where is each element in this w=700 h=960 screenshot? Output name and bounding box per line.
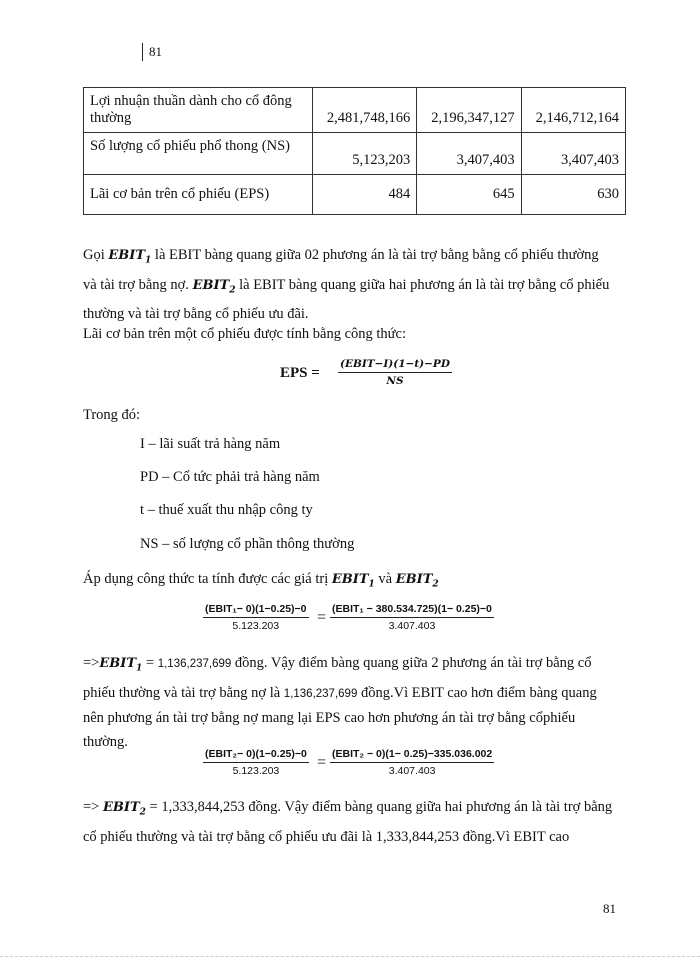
table-cell: 3,407,403: [521, 133, 625, 175]
table-cell-label: Lãi cơ bản trên cổ phiếu (EPS): [84, 175, 313, 215]
definition-item: I – lãi suất trả hàng năm: [140, 436, 281, 452]
table-cell-label: Lợi nhuận thuần dành cho cổ đông thường: [84, 88, 313, 133]
eps-table: [83, 87, 626, 215]
table-cell: 484: [312, 175, 416, 215]
page-bottom-divider: [0, 956, 700, 957]
definition-item: t – thuế xuất thu nhập công ty: [140, 502, 313, 518]
where-label: Trong đó:: [83, 407, 141, 423]
table-cell: 2,481,748,166: [312, 88, 416, 133]
table-cell: 645: [417, 175, 521, 215]
paragraph-formula-intro: Lãi cơ bản trên một cổ phiếu được tính bằng công thức:: [83, 326, 406, 342]
table-row: [84, 133, 626, 175]
table-cell: 2,196,347,127: [417, 88, 521, 133]
page-footer-number: 81: [603, 901, 616, 916]
ebit1-symbol: $EBIT_1$: [108, 248, 152, 266]
ebit2-symbol: $EBIT_2$: [192, 277, 236, 296]
table-row: [84, 88, 626, 133]
formula-fraction: (EBIT−I)(1−t)−PD NS: [340, 358, 450, 387]
table-row: [84, 175, 626, 215]
result-2: => $EBIT_2 = 1,333,844,253$ đồng. Vậy điểm bàng quang giữa hai phương án là tài trợ bằng cổ phiếu thường và tài trợ bằng cổ phiếu ưu đãi là 1,333,844,253 đồng.Vì EBIT cao: [83, 799, 613, 845]
result-1: $=>EBIT_1 = 1,136,237,699$ đồng. Vậy điểm bàng quang giữa 2 phương án tài trợ bằng cổ phiếu thường và tài trợ bằng nợ là 1,136,237,699 đồng.Vì EBIT cao hơn điểm bàng quang nên phương án tài trợ bằng nợ mang lại EPS cao hơn phương án tài trợ bằng cổphiếu thường.: [83, 655, 597, 750]
table-cell-label: Số lượng cổ phiếu phổ thong (NS): [84, 133, 313, 175]
table-cell: 630: [521, 175, 625, 215]
formula-lhs: EPS =: [280, 365, 320, 381]
table-cell: 3,407,403: [417, 133, 521, 175]
table-cell: 5,123,203: [312, 133, 416, 175]
definition-item: NS – số lượng cổ phần thông thường: [140, 536, 355, 552]
table-cell: 2,146,712,164: [521, 88, 625, 133]
page-header-number: 81: [142, 43, 162, 61]
paragraph-definition: Gọi $EBIT_1$ là EBIT bàng quang giữa 02 phương án là tài trợ bằng bằng cổ phiếu thường và tài trợ bằng nợ. $EBIT_2$ là EBIT bàng quang giữa hai phương án là tài trợ bằng cổ phiếu thường và tài trợ bằng cổ phiếu ưu đãi.: [83, 247, 610, 323]
definition-item: PD – Cổ tức phải trả hàng năm: [140, 469, 320, 485]
apply-line: Áp dụng công thức ta tính được các giá trị $EBIT_1$ và $EBIT_2$: [83, 571, 439, 590]
